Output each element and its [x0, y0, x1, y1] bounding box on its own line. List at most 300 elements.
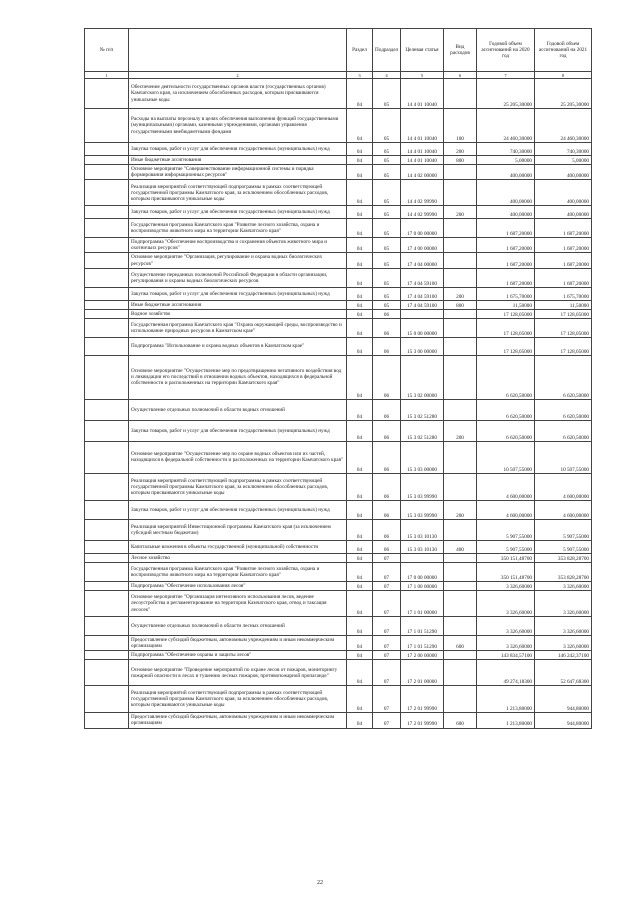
- cell-v2020: 1 687,20000: [477, 219, 535, 238]
- cell-vr: 200: [444, 420, 477, 441]
- cell-podrazdel: 07: [373, 686, 401, 713]
- cell-v2020: 1 213,80000: [477, 686, 535, 713]
- cell-name: Основное мероприятие "Проведение мероприятий по охране лесов от пожаров, мониторингу пожарной опасности в лесах и тушению лесных пожаров, противопожарной пропаганде": [129, 660, 347, 686]
- cell-vr: 600: [444, 636, 477, 651]
- cell-podrazdel: 05: [373, 180, 401, 206]
- cell-vr: [444, 473, 477, 500]
- cell-podrazdel: 07: [373, 636, 401, 651]
- col-num-3: 3: [347, 72, 373, 79]
- cell-razdel: 04: [347, 636, 373, 651]
- cell-podrazdel: 06: [373, 500, 401, 519]
- cell-no: [85, 562, 129, 581]
- cell-podrazdel: 05: [373, 300, 401, 309]
- cell-no: [85, 660, 129, 686]
- cell-podrazdel: 05: [373, 79, 401, 109]
- cell-no: [85, 591, 129, 617]
- table-body: [85, 79, 592, 729]
- cell-razdel: 04: [347, 519, 373, 540]
- cell-podrazdel: 05: [373, 156, 401, 165]
- cell-cs: 17 1 00 00000: [401, 581, 444, 590]
- cell-v2021: 10 507,55000: [535, 441, 592, 473]
- cell-cs: 17 1 01 51290: [401, 636, 444, 651]
- cell-cs: [401, 553, 444, 562]
- cell-razdel: 04: [347, 651, 373, 660]
- cell-no: [85, 253, 129, 268]
- cell-razdel: 04: [347, 500, 373, 519]
- cell-vr: [444, 553, 477, 562]
- cell-razdel: 04: [347, 180, 373, 206]
- table-row: [85, 156, 592, 165]
- cell-cs: [401, 309, 444, 318]
- col-num-2: 2: [129, 72, 347, 79]
- cell-razdel: 04: [347, 441, 373, 473]
- cell-v2021: 17 128,05000: [535, 309, 592, 318]
- cell-v2020: 6 620,50000: [477, 420, 535, 441]
- cell-no: [85, 617, 129, 636]
- cell-v2020: 400,00000: [477, 206, 535, 219]
- table-row: [85, 143, 592, 156]
- header-razdel: Раздел: [347, 29, 373, 72]
- cell-name: Основное мероприятие "Организация, регулирование и охрана водных биологических ресурсов": [129, 253, 347, 268]
- cell-v2021: 5 907,55000: [535, 519, 592, 540]
- cell-vr: [444, 399, 477, 420]
- cell-podrazdel: 06: [373, 441, 401, 473]
- cell-vr: [444, 253, 477, 268]
- budget-table: [84, 28, 592, 729]
- cell-cs: 17 4 04 59100: [401, 287, 444, 300]
- cell-name: Иные бюджетные ассигнования: [129, 300, 347, 309]
- cell-name: Основное мероприятие "Осуществление мер по предотвращению негативного воздействия вод и ликвидации его последствий в отношении водных объектов, находящихся в федеральной собственности и расположенных на территории Камчатского края": [129, 355, 347, 399]
- cell-cs: 14 4 02 00000: [401, 165, 444, 180]
- table-row: [85, 420, 592, 441]
- cell-v2021: 146 242,37100: [535, 651, 592, 660]
- cell-v2021: 52 647,68300: [535, 660, 592, 686]
- table-row: [85, 253, 592, 268]
- cell-podrazdel: 05: [373, 165, 401, 180]
- cell-no: [85, 79, 129, 109]
- cell-podrazdel: 06: [373, 420, 401, 441]
- cell-vr: 100: [444, 109, 477, 143]
- cell-no: [85, 355, 129, 399]
- cell-name: Закупка товаров, работ и услуг для обеспечения государственных (муниципальных) нужд: [129, 420, 347, 441]
- cell-vr: [444, 309, 477, 318]
- cell-razdel: 04: [347, 355, 373, 399]
- cell-v2021: 25 205,30000: [535, 79, 592, 109]
- cell-no: [85, 636, 129, 651]
- cell-name: Осуществление переданных полномочий Российской Федерации в области организации, регулирования и охраны водных биологических ресурсов: [129, 268, 347, 287]
- col-num-4: 4: [373, 72, 401, 79]
- cell-podrazdel: 07: [373, 713, 401, 728]
- table-row: [85, 219, 592, 238]
- cell-v2020: 3 326,60000: [477, 636, 535, 651]
- column-number-row: [85, 72, 592, 79]
- cell-v2020: 17 128,05000: [477, 337, 535, 355]
- cell-cs: 14 4 01 10040: [401, 79, 444, 109]
- cell-v2021: 17 128,05000: [535, 337, 592, 355]
- cell-cs: 14 4 02 99990: [401, 180, 444, 206]
- cell-v2021: 740,30000: [535, 143, 592, 156]
- table-row: [85, 337, 592, 355]
- cell-razdel: 04: [347, 420, 373, 441]
- cell-podrazdel: 05: [373, 219, 401, 238]
- cell-vr: [444, 519, 477, 540]
- cell-v2020: 17 128,05000: [477, 309, 535, 318]
- cell-name: Государственная программа Камчатского края "Развитие лесного хозяйства, охрана и воспроизводство животного мира на территории Камчатского края": [129, 219, 347, 238]
- cell-razdel: 04: [347, 156, 373, 165]
- cell-razdel: 04: [347, 399, 373, 420]
- cell-name: Государственная программа Камчатского края "Развитие лесного хозяйства, охрана и воспроизводство животного мира на территории Камчатского края": [129, 562, 347, 581]
- cell-v2020: 6 620,50000: [477, 355, 535, 399]
- cell-v2021: 944,80000: [535, 713, 592, 728]
- cell-vr: 200: [444, 206, 477, 219]
- table-row: [85, 540, 592, 553]
- cell-v2020: 3 326,60000: [477, 581, 535, 590]
- cell-name: Иные бюджетные ассигнования: [129, 156, 347, 165]
- cell-no: [85, 713, 129, 728]
- cell-name: Предоставление субсидий бюджетным, автономным учреждениям и иным некоммерческим организациям: [129, 636, 347, 651]
- cell-no: [85, 420, 129, 441]
- cell-no: [85, 581, 129, 590]
- cell-cs: 17 2 01 99990: [401, 686, 444, 713]
- cell-v2021: 1 687,20000: [535, 219, 592, 238]
- cell-razdel: 04: [347, 713, 373, 728]
- header-2021: Годовой объем ассигнований на 2021 год: [535, 29, 592, 72]
- col-num-8: 8: [535, 72, 592, 79]
- cell-vr: [444, 318, 477, 337]
- header-podrazdel: Подраздел: [373, 29, 401, 72]
- cell-cs: 14 4 02 99990: [401, 206, 444, 219]
- cell-razdel: 04: [347, 143, 373, 156]
- cell-vr: [444, 562, 477, 581]
- cell-vr: 800: [444, 156, 477, 165]
- cell-podrazdel: 06: [373, 337, 401, 355]
- cell-podrazdel: 06: [373, 519, 401, 540]
- cell-v2021: 3 326,60000: [535, 581, 592, 590]
- cell-razdel: 04: [347, 553, 373, 562]
- cell-v2021: 3 326,60000: [535, 636, 592, 651]
- cell-v2021: 3 326,60000: [535, 617, 592, 636]
- cell-no: [85, 553, 129, 562]
- cell-razdel: 04: [347, 581, 373, 590]
- cell-no: [85, 300, 129, 309]
- cell-vr: [444, 180, 477, 206]
- cell-v2021: 6 620,50000: [535, 399, 592, 420]
- cell-no: [85, 238, 129, 253]
- cell-name: Подпрограмма "Обеспечение охраны и защиты лесов": [129, 651, 347, 660]
- cell-podrazdel: 05: [373, 268, 401, 287]
- cell-podrazdel: 07: [373, 617, 401, 636]
- cell-vr: [444, 165, 477, 180]
- cell-v2020: 3 326,60000: [477, 591, 535, 617]
- cell-no: [85, 309, 129, 318]
- cell-razdel: 04: [347, 219, 373, 238]
- cell-cs: 15 3 03 99990: [401, 500, 444, 519]
- cell-no: [85, 651, 129, 660]
- cell-name: Осуществление отдельных полномочий в области водных отношений: [129, 399, 347, 420]
- cell-cs: 17 0 00 00000: [401, 562, 444, 581]
- table-row: [85, 441, 592, 473]
- col-num-5: 5: [401, 72, 444, 79]
- cell-v2020: 1 675,70000: [477, 287, 535, 300]
- cell-name: Основное мероприятие "Осуществление мер по охране водных объектов или их частей, находящихся в федеральной собственности и расположенных на территории Камчатского края": [129, 441, 347, 473]
- cell-cs: 15 0 00 00000: [401, 318, 444, 337]
- table-header-row: [85, 29, 592, 72]
- cell-v2020: 3 326,60000: [477, 617, 535, 636]
- cell-razdel: 04: [347, 686, 373, 713]
- cell-v2020: 5,00000: [477, 156, 535, 165]
- cell-podrazdel: 07: [373, 591, 401, 617]
- cell-cs: 15 3 03 10130: [401, 540, 444, 553]
- cell-razdel: 04: [347, 617, 373, 636]
- cell-podrazdel: 06: [373, 318, 401, 337]
- cell-cs: 15 3 02 51280: [401, 399, 444, 420]
- table-row: [85, 562, 592, 581]
- cell-podrazdel: 07: [373, 581, 401, 590]
- cell-no: [85, 165, 129, 180]
- cell-cs: 14 4 01 10040: [401, 156, 444, 165]
- cell-v2021: 400,00000: [535, 180, 592, 206]
- cell-no: [85, 109, 129, 143]
- table-row: [85, 651, 592, 660]
- cell-v2021: 944,80000: [535, 686, 592, 713]
- cell-cs: 17 4 04 59100: [401, 268, 444, 287]
- cell-v2021: 4 600,00000: [535, 500, 592, 519]
- cell-vr: [444, 79, 477, 109]
- cell-v2021: 400,00000: [535, 165, 592, 180]
- cell-v2020: 4 600,00000: [477, 473, 535, 500]
- cell-v2020: 1 687,20000: [477, 253, 535, 268]
- cell-razdel: 04: [347, 337, 373, 355]
- cell-razdel: 04: [347, 591, 373, 617]
- cell-no: [85, 399, 129, 420]
- cell-v2021: 3 326,60000: [535, 591, 592, 617]
- table-row: [85, 686, 592, 713]
- table-row: [85, 79, 592, 109]
- cell-v2021: 4 600,00000: [535, 473, 592, 500]
- cell-vr: [444, 617, 477, 636]
- cell-v2020: 49 274,18300: [477, 660, 535, 686]
- cell-podrazdel: 05: [373, 206, 401, 219]
- cell-name: Реализация мероприятий соответствующей подпрограммы в рамках соответствующей государственной программы Камчатского края, за исключением обособленных расходов, которым присваиваются уникальные коды: [129, 180, 347, 206]
- cell-podrazdel: 07: [373, 660, 401, 686]
- cell-name: Закупка товаров, работ и услуг для обеспечения государственных (муниципальных) нужд: [129, 143, 347, 156]
- cell-razdel: 04: [347, 109, 373, 143]
- cell-name: Подпрограмма "Обеспечение воспроизводства и сохранения объектов животного мира и охотничьих ресурсов": [129, 238, 347, 253]
- table-row: [85, 180, 592, 206]
- cell-cs: 17 4 00 00000: [401, 238, 444, 253]
- cell-razdel: 04: [347, 206, 373, 219]
- cell-razdel: 04: [347, 660, 373, 686]
- table-row: [85, 238, 592, 253]
- cell-no: [85, 156, 129, 165]
- cell-podrazdel: 07: [373, 553, 401, 562]
- cell-vr: [444, 355, 477, 399]
- cell-v2020: 740,30000: [477, 143, 535, 156]
- cell-podrazdel: 05: [373, 109, 401, 143]
- cell-vr: 200: [444, 287, 477, 300]
- cell-no: [85, 143, 129, 156]
- cell-razdel: 04: [347, 318, 373, 337]
- cell-vr: [444, 581, 477, 590]
- table-row: [85, 300, 592, 309]
- cell-v2020: 400,00000: [477, 180, 535, 206]
- table-row: [85, 713, 592, 728]
- cell-name: Расходы на выплаты персоналу в целях обеспечения выполнения функций государственными (муниципальными) органами, казенными учреждениями, органами управления государственными внебюджетными фондами: [129, 109, 347, 143]
- cell-name: Реализация мероприятий соответствующей подпрограммы в рамках соответствующей государственной программы Камчатского края, за исключением обособленных расходов, которым присваиваются уникальные коды: [129, 473, 347, 500]
- cell-name: Государственная программа Камчатского края "Охрана окружающей среды, воспроизводство и использование природных ресурсов в Камчатском крае": [129, 318, 347, 337]
- table-row: [85, 553, 592, 562]
- cell-cs: 14 4 01 10040: [401, 109, 444, 143]
- cell-cs: 15 3 00 00000: [401, 337, 444, 355]
- cell-cs: 15 3 03 99990: [401, 473, 444, 500]
- cell-razdel: 04: [347, 540, 373, 553]
- table-row: [85, 318, 592, 337]
- cell-podrazdel: 06: [373, 540, 401, 553]
- table-row: [85, 473, 592, 500]
- table-row: [85, 519, 592, 540]
- cell-razdel: 04: [347, 562, 373, 581]
- cell-v2021: 353 828,28700: [535, 562, 592, 581]
- cell-vr: 400: [444, 540, 477, 553]
- cell-cs: 17 2 01 99990: [401, 713, 444, 728]
- cell-v2021: 11,50000: [535, 300, 592, 309]
- cell-name: Водное хозяйство: [129, 309, 347, 318]
- cell-vr: [444, 686, 477, 713]
- cell-v2021: 1 687,20000: [535, 253, 592, 268]
- table-row: [85, 287, 592, 300]
- cell-no: [85, 180, 129, 206]
- cell-cs: 17 0 00 00000: [401, 219, 444, 238]
- table-row: [85, 165, 592, 180]
- cell-podrazdel: 05: [373, 287, 401, 300]
- cell-no: [85, 500, 129, 519]
- cell-vr: [444, 337, 477, 355]
- table-row: [85, 399, 592, 420]
- cell-v2021: 5,00000: [535, 156, 592, 165]
- table-row: [85, 500, 592, 519]
- cell-name: Реализация мероприятий соответствующей подпрограммы в рамках соответствующей государственной программы Камчатского края, за исключением обособленных расходов, которым присваиваются уникальные коды: [129, 686, 347, 713]
- table-row: [85, 636, 592, 651]
- cell-no: [85, 268, 129, 287]
- cell-v2021: 353 828,28700: [535, 553, 592, 562]
- cell-cs: 17 4 04 59100: [401, 300, 444, 309]
- cell-v2021: 1 687,20000: [535, 238, 592, 253]
- cell-cs: 15 3 02 00000: [401, 355, 444, 399]
- cell-v2020: 400,00000: [477, 165, 535, 180]
- cell-razdel: 04: [347, 79, 373, 109]
- cell-v2020: 25 205,30000: [477, 79, 535, 109]
- cell-podrazdel: 06: [373, 473, 401, 500]
- cell-v2020: 6 620,50000: [477, 399, 535, 420]
- cell-name: Лесное хозяйство: [129, 553, 347, 562]
- cell-podrazdel: 05: [373, 143, 401, 156]
- cell-v2021: 1 687,20000: [535, 268, 592, 287]
- cell-name: Капитальные вложения в объекты государственной (муниципальной) собственности: [129, 540, 347, 553]
- cell-razdel: 04: [347, 165, 373, 180]
- cell-name: Закупка товаров, работ и услуг для обеспечения государственных (муниципальных) нужд: [129, 287, 347, 300]
- cell-name: Основное мероприятие "Совершенствование информационной системы и порядка формирования информационных ресурсов": [129, 165, 347, 180]
- cell-no: [85, 686, 129, 713]
- cell-vr: [444, 268, 477, 287]
- cell-name: Реализация мероприятий Инвестиционной программы Камчатского края (за исключением субсидий местным бюджетам): [129, 519, 347, 540]
- cell-no: [85, 206, 129, 219]
- header-cs: Целевая статья: [401, 29, 444, 72]
- cell-name: Осуществление отдельных полномочий в области лесных отношений: [129, 617, 347, 636]
- page-number: 22: [317, 880, 323, 886]
- cell-v2020: 350 151,48700: [477, 562, 535, 581]
- cell-podrazdel: 05: [373, 238, 401, 253]
- cell-v2020: 11,50000: [477, 300, 535, 309]
- cell-vr: 600: [444, 713, 477, 728]
- cell-razdel: 04: [347, 473, 373, 500]
- col-num-1: 1: [85, 72, 129, 79]
- cell-v2020: 143 834,57100: [477, 651, 535, 660]
- cell-v2021: 5 907,55000: [535, 540, 592, 553]
- cell-podrazdel: 06: [373, 399, 401, 420]
- table-row: [85, 660, 592, 686]
- table-row: [85, 355, 592, 399]
- cell-podrazdel: 07: [373, 651, 401, 660]
- cell-no: [85, 540, 129, 553]
- cell-v2020: 5 907,55000: [477, 519, 535, 540]
- cell-no: [85, 519, 129, 540]
- table-row: [85, 206, 592, 219]
- cell-razdel: 04: [347, 287, 373, 300]
- cell-v2020: 350 151,48700: [477, 553, 535, 562]
- budget-table-sheet: [84, 28, 591, 729]
- cell-no: [85, 337, 129, 355]
- cell-razdel: 04: [347, 309, 373, 318]
- cell-razdel: 04: [347, 300, 373, 309]
- cell-vr: [444, 219, 477, 238]
- cell-v2021: 17 128,05000: [535, 318, 592, 337]
- header-no: № п/п: [85, 29, 129, 72]
- cell-cs: 17 4 04 00000: [401, 253, 444, 268]
- cell-cs: 17 1 01 51290: [401, 617, 444, 636]
- cell-razdel: 04: [347, 238, 373, 253]
- cell-vr: [444, 591, 477, 617]
- table-row: [85, 109, 592, 143]
- cell-cs: 15 3 02 51280: [401, 420, 444, 441]
- cell-name: Закупка товаров, работ и услуг для обеспечения государственных (муниципальных) нужд: [129, 206, 347, 219]
- cell-v2020: 24 460,30000: [477, 109, 535, 143]
- cell-v2021: 6 620,50000: [535, 355, 592, 399]
- cell-no: [85, 318, 129, 337]
- cell-no: [85, 287, 129, 300]
- cell-cs: 17 2 01 00000: [401, 660, 444, 686]
- cell-name: Закупка товаров, работ и услуг для обеспечения государственных (муниципальных) нужд: [129, 500, 347, 519]
- cell-podrazdel: 06: [373, 355, 401, 399]
- cell-v2021: 24 460,30000: [535, 109, 592, 143]
- header-2020: Годовой объем ассигнований на 2020 год: [477, 29, 535, 72]
- cell-no: [85, 219, 129, 238]
- cell-cs: 17 1 01 00000: [401, 591, 444, 617]
- cell-name: Основное мероприятие "Организация интенсивного использования лесов, ведение лесоустройства и регламентирование на территории Камчатского края, отвод и таксация лесосек": [129, 591, 347, 617]
- table-row: [85, 617, 592, 636]
- table-row: [85, 591, 592, 617]
- cell-v2020: 5 907,55000: [477, 540, 535, 553]
- table-row: [85, 268, 592, 287]
- cell-v2020: 10 507,55000: [477, 441, 535, 473]
- header-name: [129, 29, 347, 72]
- cell-cs: 15 3 03 10130: [401, 519, 444, 540]
- table-row: [85, 309, 592, 318]
- cell-cs: 14 4 01 10040: [401, 143, 444, 156]
- cell-vr: 200: [444, 500, 477, 519]
- cell-podrazdel: 06: [373, 309, 401, 318]
- col-num-7: 7: [477, 72, 535, 79]
- cell-vr: [444, 651, 477, 660]
